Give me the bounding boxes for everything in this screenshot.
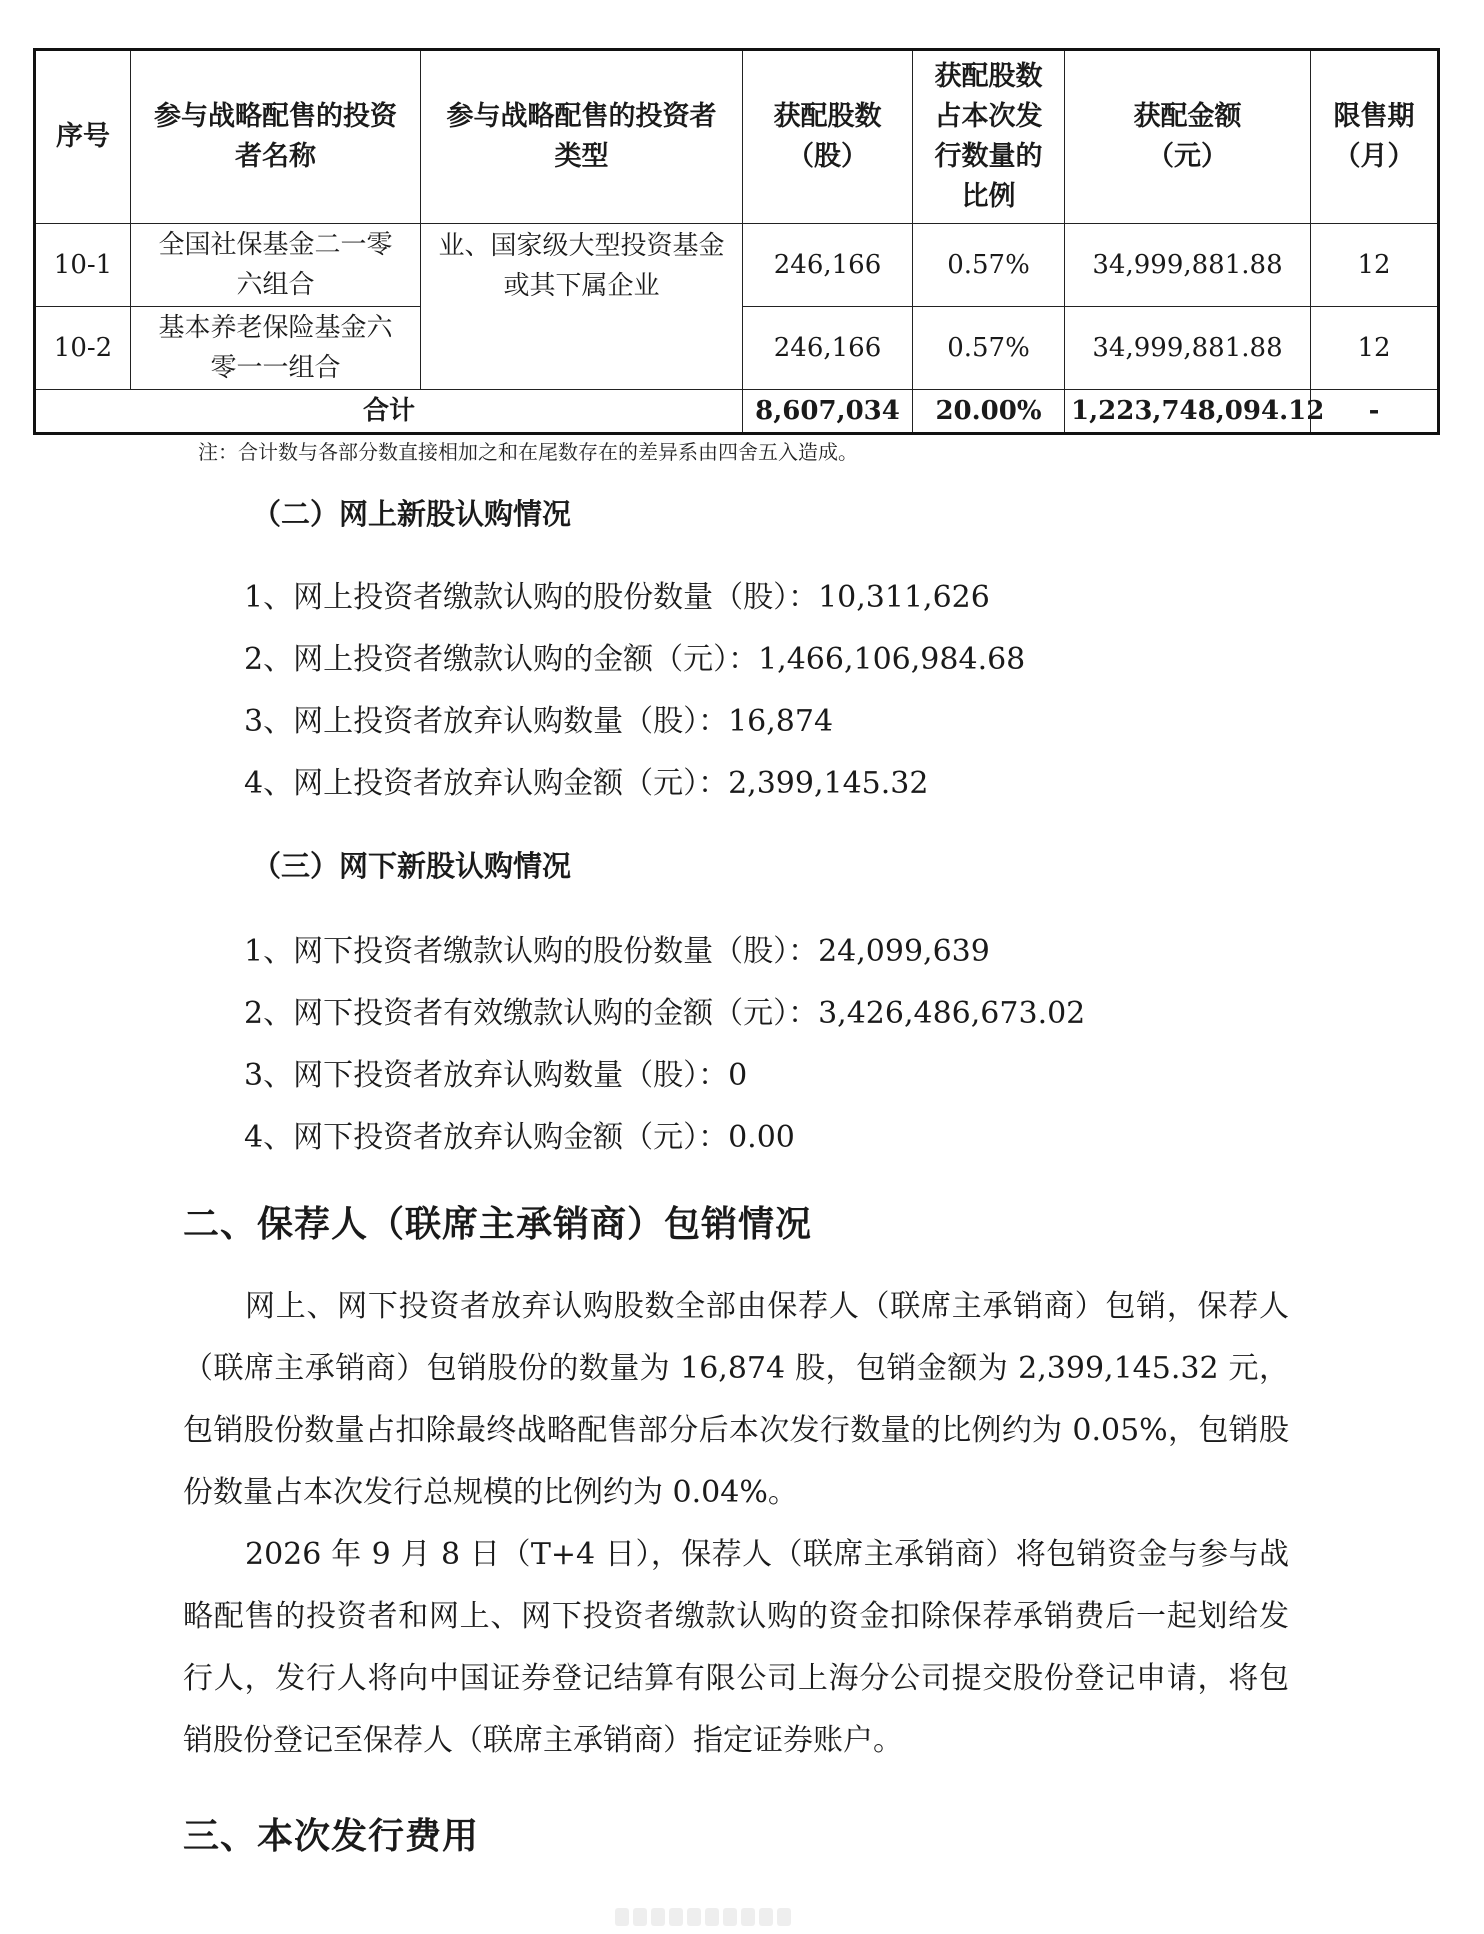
online-item-1: 1、网上投资者缴款认购的股份数量（股）：10,311,626 bbox=[244, 580, 990, 615]
investor-type-text: 业、国家级大型投资基金或其下属企业 bbox=[438, 231, 725, 301]
offline-item-4: 4、网下投资者放弃认购金额（元）：0.00 bbox=[244, 1120, 795, 1155]
table-total-row bbox=[35, 390, 1439, 434]
header-lockup: 限售期（月） bbox=[1311, 50, 1439, 224]
online-item-2: 2、网上投资者缴款认购的金额（元）：1,466,106,984.68 bbox=[244, 642, 1026, 677]
total-lockup: - bbox=[1311, 390, 1439, 434]
total-label: 合计 bbox=[35, 390, 743, 434]
section-issuance-fees-heading: 三、本次发行费用 bbox=[183, 1815, 480, 1857]
online-item-3: 3、网上投资者放弃认购数量（股）：16,874 bbox=[244, 704, 834, 739]
cell-amount: 34,999,881.88 bbox=[1065, 224, 1311, 307]
table-footnote: 注：合计数与各部分数直接相加之和在尾数存在的差异系由四舍五入造成。 bbox=[198, 440, 858, 464]
online-subscription-heading: （二）网上新股认购情况 bbox=[252, 497, 572, 531]
cell-investor-name: 全国社保基金二一零六组合 bbox=[131, 224, 421, 307]
cell-shares: 246,166 bbox=[743, 307, 913, 390]
cell-lockup: 12 bbox=[1311, 224, 1439, 307]
offline-item-2: 2、网下投资者有效缴款认购的金额（元）：3,426,486,673.02 bbox=[244, 996, 1086, 1031]
cell-amount: 34,999,881.88 bbox=[1065, 307, 1311, 390]
underwriting-paragraph-2: 2026 年 9 月 8 日（T+4 日），保荐人（联席主承销商）将包销资金与参与战略配售的投资者和网上、网下投资者缴款认购的资金扣除保荐承销费后一起划给发行人，发行人将向中国证券登记结算有限公司上海分公司提交股份登记申请，将包销股份登记至保荐人（联席主承销商）指定证券账户。 bbox=[183, 1537, 1289, 1758]
header-investor-name: 参与战略配售的投资者名称 bbox=[131, 50, 421, 224]
cell-seq: 10-2 bbox=[35, 307, 131, 390]
offline-subscription-heading: （三）网下新股认购情况 bbox=[252, 849, 572, 883]
total-shares: 8,607,034 bbox=[743, 390, 913, 434]
table-header-row bbox=[35, 50, 1439, 224]
strategic-placement-table bbox=[33, 48, 1440, 435]
cell-seq: 10-1 bbox=[35, 224, 131, 307]
cell-lockup: 12 bbox=[1311, 307, 1439, 390]
cell-investor-name: 基本养老保险基金六零一一组合 bbox=[131, 307, 421, 390]
offline-item-1: 1、网下投资者缴款认购的股份数量（股）：24,099,639 bbox=[244, 934, 990, 969]
header-seq: 序号 bbox=[35, 50, 131, 224]
header-ratio: 获配股数占本次发行数量的比例 bbox=[913, 50, 1065, 224]
cell-shares: 246,166 bbox=[743, 224, 913, 307]
cell-ratio: 0.57% bbox=[913, 224, 1065, 307]
online-item-4: 4、网上投资者放弃认购金额（元）：2,399,145.32 bbox=[244, 766, 929, 801]
cell-ratio: 0.57% bbox=[913, 307, 1065, 390]
header-amount: 获配金额（元） bbox=[1065, 50, 1311, 224]
offline-item-3: 3、网下投资者放弃认购数量（股）：0 bbox=[244, 1058, 748, 1093]
total-amount: 1,223,748,094.12 bbox=[1065, 390, 1311, 434]
table-row bbox=[35, 224, 1439, 307]
header-investor-type: 参与战略配售的投资者类型 bbox=[421, 50, 743, 224]
total-ratio: 20.00% bbox=[913, 390, 1065, 434]
watermark-strip bbox=[615, 1908, 855, 1930]
header-shares: 获配股数（股） bbox=[743, 50, 913, 224]
section-underwriting-heading: 二、保荐人（联席主承销商）包销情况 bbox=[183, 1203, 813, 1245]
cell-investor-type bbox=[421, 224, 743, 390]
underwriting-paragraph-1: 网上、网下投资者放弃认购股数全部由保荐人（联席主承销商）包销，保荐人（联席主承销商）包销股份的数量为 16,874 股，包销金额为 2,399,145.32 元，包销股份数量占扣除最终战略配售部分后本次发行数量的比例约为 0.05%，包销股份数量占本次发行总规模的比例约为 0.04%。 bbox=[183, 1289, 1289, 1510]
